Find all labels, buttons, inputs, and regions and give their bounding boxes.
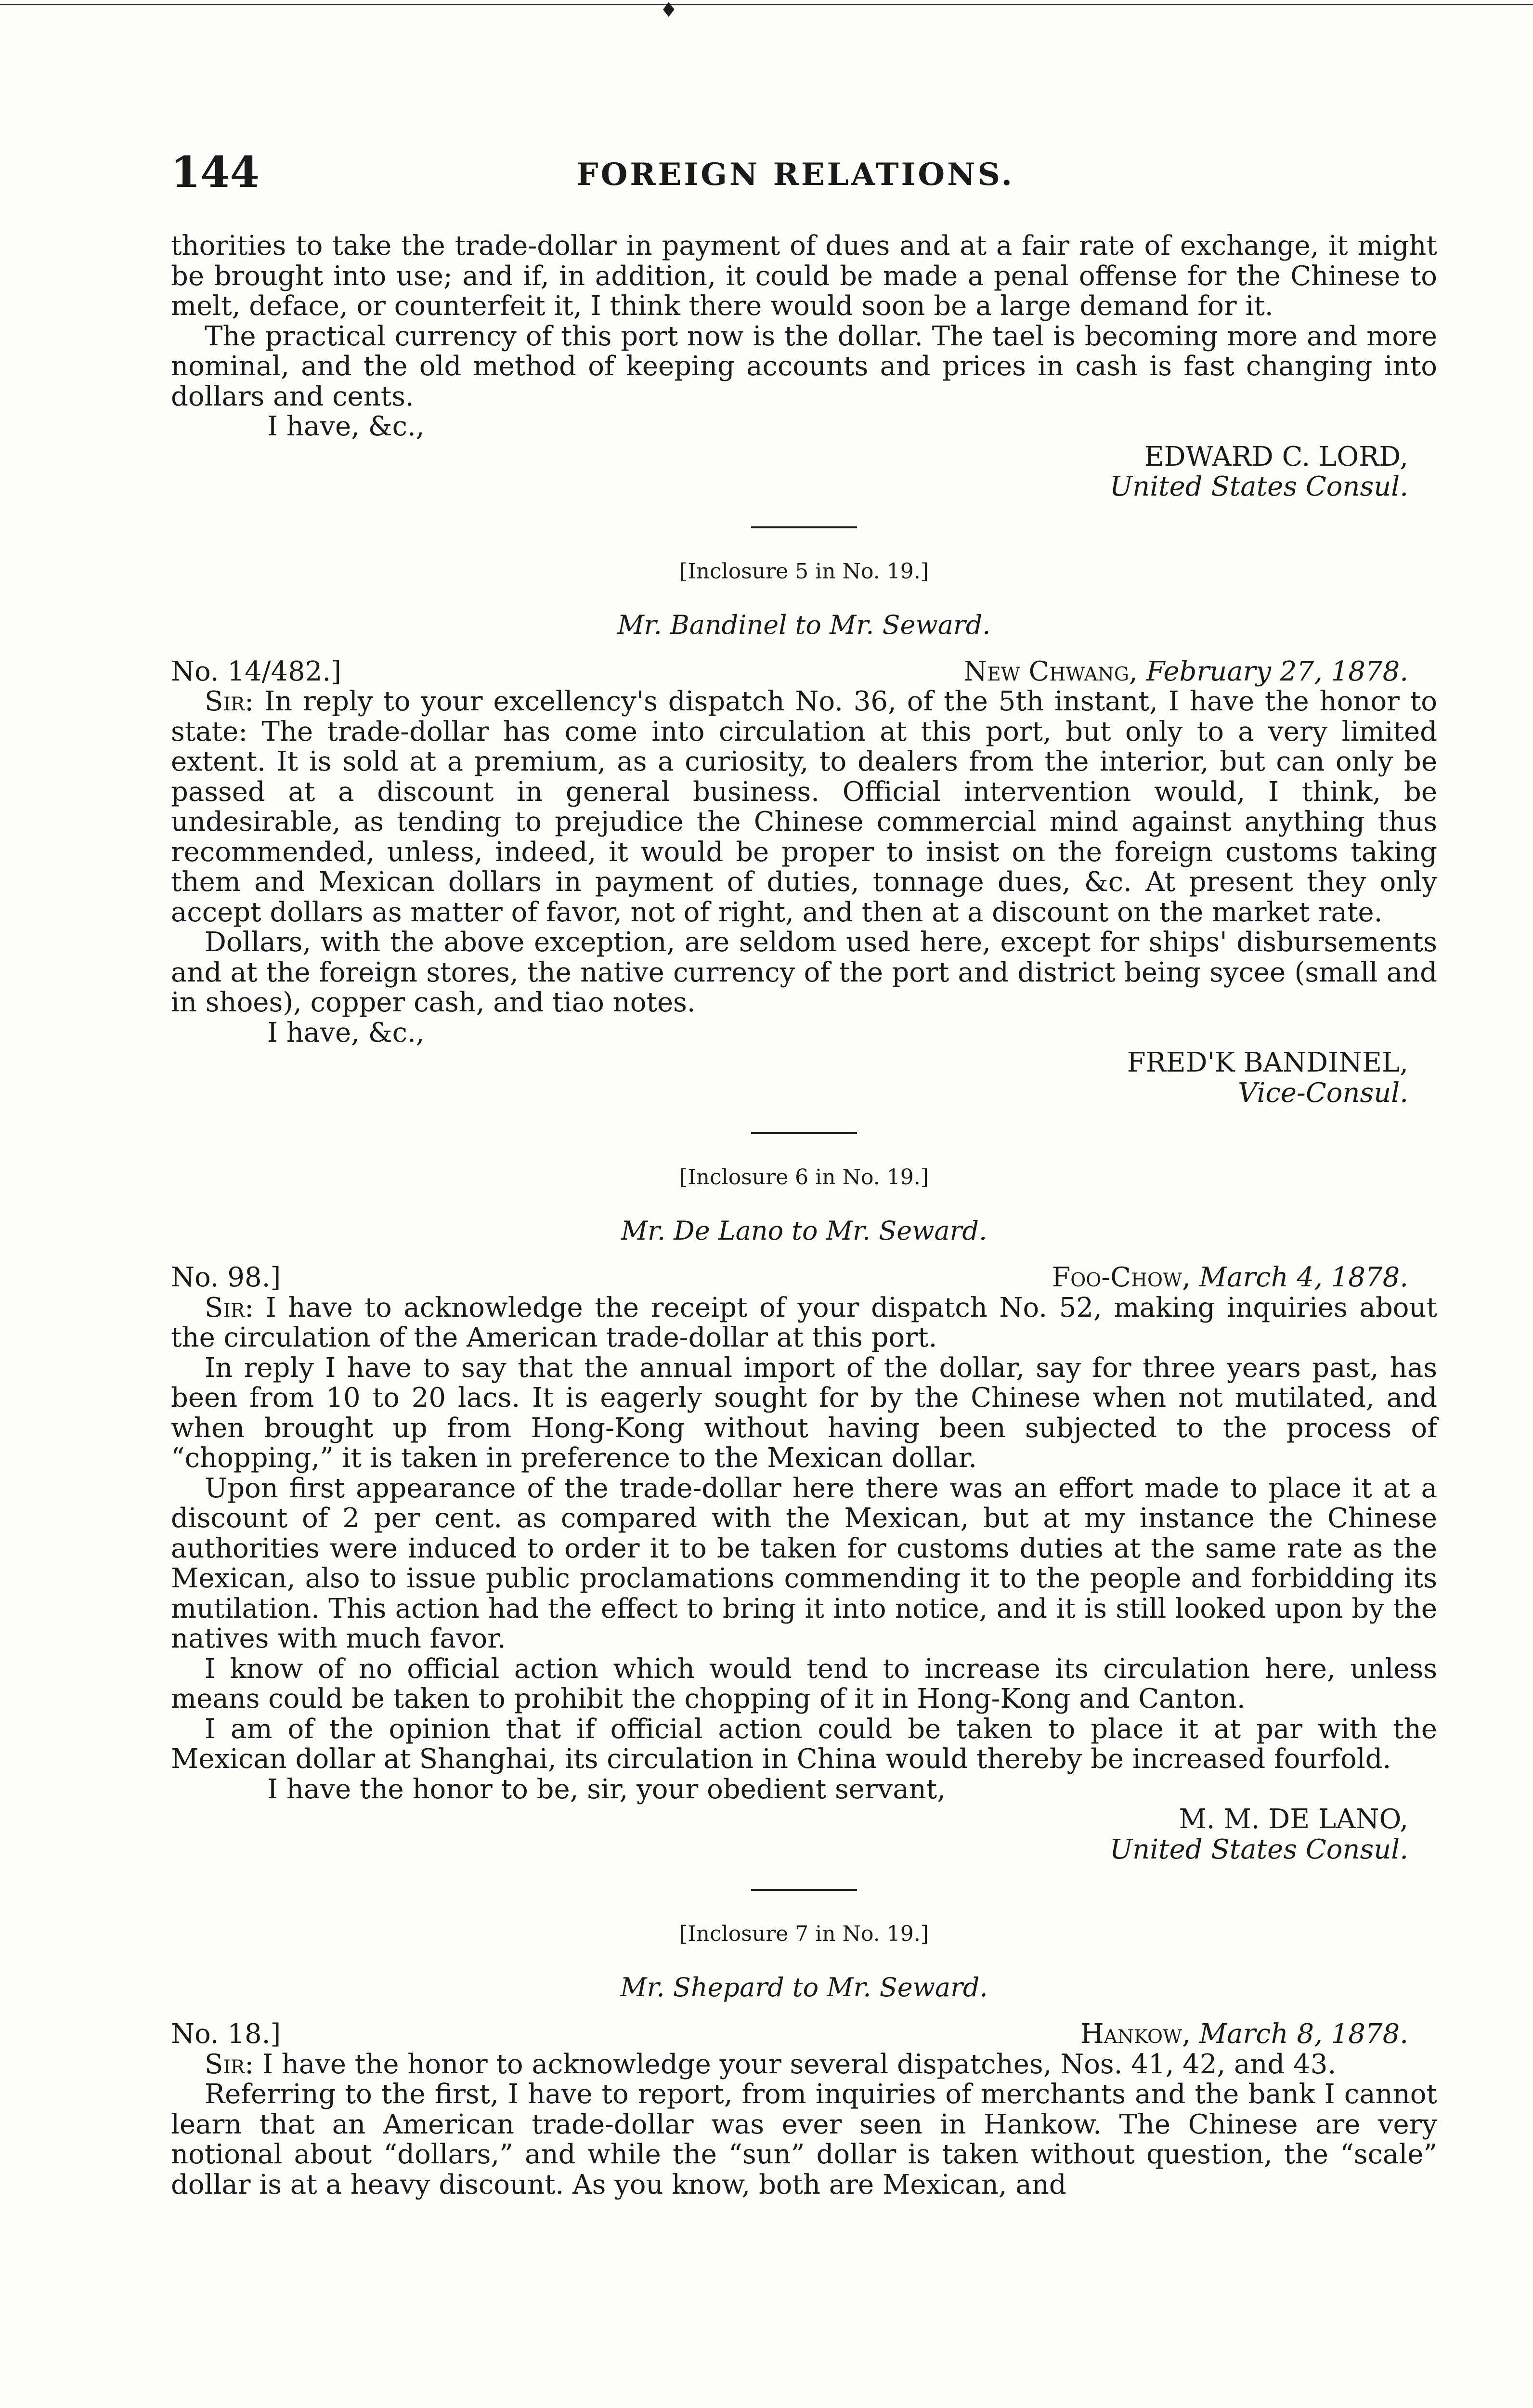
dispatch-line <box>171 2019 1437 2050</box>
salutation: Sir: <box>205 1292 254 1323</box>
letter-heading: Mr. Shepard to Mr. Seward. <box>620 1972 988 2002</box>
section-divider <box>751 1889 857 1891</box>
paragraph: I know of no official action which would tend to increase its circulation here, unless means could be taken to prohibit the chopping of it in Hong-Kong and Canton. <box>171 1653 1437 1714</box>
salutation: Sir: <box>205 2048 254 2080</box>
paragraph: Referring to the first, I have to report, from inquiries of merchants and the bank I cannot learn that an American trade-dollar was ever seen in Hankow. The Chinese are very notional about “dollars,” and while the “sun” dollar is taken without question, the “scale” dollar is at a heavy discount. As you know, both are Mexican, and <box>171 2079 1437 2200</box>
paragraph-text: In reply to your excellency's dispatch No. 36, of the 5th instant, I have the honor to state: The trade-dollar has come into circulation at this port, but only to a very limited extent. It is sold at a premium, as a curiosity, to dealers from the interior, but can only be passed at a discount in general business. Official intervention would, I think, be undesirable, as tending to prejudice the Chinese commercial mind against anything thus recommended, unless, indeed, it would be proper to insist on the foreign customs taking them and Mexican dollars in payment of duties, tonnage dues, &c. At present they only accept dollars as matter of favor, not of right, and then at a discount on the market rate. <box>171 686 1437 928</box>
inclosure-label: [Inclosure 5 in No. 19.] <box>679 559 929 584</box>
salutation: Sir: <box>205 686 254 717</box>
paragraph: In reply I have to say that the annual import of the dollar, say for three years past, has been from 10 to 20 lacs. It is eagerly sought for by the Chinese when not mutilated, and when brought up from Hong-Kong without having been subjected to the process of “chopping,” it is taken in preference to the Mexican dollar. <box>171 1352 1437 1474</box>
letter-bandinel <box>171 557 1437 1109</box>
signature-title: United States Consul. <box>1109 1833 1408 1865</box>
paragraph: Upon first appearance of the trade-dollar here there was an effort made to place it at a discount of 2 per cent. as compared with the Mexican, but at my instance the Chinese authorities were induced to order it to be taken for customs duties at the same rate as the Mexican, also to issue public proclamations commending it to the people and forbidding its mutilation. This action had the effect to bring it into notice, and it is still looked upon by the natives with much favor. <box>171 1472 1437 1654</box>
inclosure-label: [Inclosure 6 in No. 19.] <box>679 1165 929 1190</box>
signature-title: Vice-Consul. <box>1238 1077 1408 1109</box>
paragraph <box>171 1293 1437 1353</box>
letter-lord <box>171 231 1437 502</box>
place: New Chwang, <box>963 655 1138 687</box>
section-divider <box>751 1132 857 1134</box>
inclosure-label: [Inclosure 7 in No. 19.] <box>679 1922 929 1946</box>
body-column <box>171 231 1437 2200</box>
date: March 8, 1878. <box>1199 2018 1408 2050</box>
place: Foo-Chow, <box>1052 1262 1191 1293</box>
dispatch-number: No. 98.] <box>171 1262 281 1293</box>
running-title: FOREIGN RELATIONS. <box>576 157 1014 193</box>
place-date <box>1080 2019 1408 2050</box>
paragraph <box>171 2050 1437 2080</box>
place-date <box>963 657 1408 687</box>
top-rule <box>0 4 1533 5</box>
signature: M. M. DE LANO, <box>1179 1804 1408 1835</box>
paragraph: thorities to take the trade-dollar in payment of dues and at a fair rate of exchange, it might be brought into use; and if, in addition, it could be made a penal offense for the Chinese to melt, deface, or counterfeit it, I think there would soon be a large demand for it. <box>171 230 1437 322</box>
paragraph-text: I have to acknowledge the receipt of your dispatch No. 52, making inquiries about the circulation of the American trade-dollar at this port. <box>171 1292 1437 1353</box>
signature-title: United States Consul. <box>1109 471 1408 502</box>
ornament-mark: ♦ <box>660 0 678 22</box>
running-head <box>171 147 1420 200</box>
place-date <box>1052 1263 1408 1293</box>
date: March 4, 1878. <box>1199 1262 1408 1293</box>
place: Hankow, <box>1080 2018 1191 2050</box>
section-divider <box>751 526 857 528</box>
closing: I have, &c., <box>267 1017 425 1048</box>
paragraph: The practical currency of this port now is the dollar. The tael is becoming more and more nominal, and the old method of keeping accounts and prices in cash is fast changing into dollars and cents. <box>171 320 1437 412</box>
paragraph-text: I have the honor to acknowledge your several dispatches, Nos. 41, 42, and 43. <box>262 2048 1337 2080</box>
signature: EDWARD C. LORD, <box>1144 441 1408 472</box>
dispatch-line <box>171 1263 1437 1293</box>
page-number: 144 <box>171 147 260 197</box>
closing: I have the honor to be, sir, your obedient servant, <box>267 1773 946 1805</box>
paragraph: I am of the opinion that if official action could be taken to place it at par with the Mexican dollar at Shanghai, its circulation in China would thereby be increased fourfold. <box>171 1713 1437 1775</box>
letter-heading: Mr. De Lano to Mr. Seward. <box>621 1216 987 1246</box>
paragraph <box>171 687 1437 928</box>
date: February 27, 1878. <box>1146 655 1408 687</box>
closing: I have, &c., <box>267 411 425 442</box>
letter-heading: Mr. Bandinel to Mr. Seward. <box>617 609 991 640</box>
letter-shepard <box>171 1920 1437 2200</box>
dispatch-number: No. 18.] <box>171 2018 281 2050</box>
paragraph: Dollars, with the above exception, are seldom used here, except for ships' disbursements and at the foreign stores, the native currency of the port and district being sycee (small and in shoes), copper cash, and tiao notes. <box>171 927 1437 1018</box>
dispatch-line <box>171 657 1437 687</box>
letter-delano <box>171 1163 1437 1865</box>
signature: FRED'K BANDINEL, <box>1127 1047 1408 1078</box>
dispatch-number: No. 14/482.] <box>171 655 341 687</box>
